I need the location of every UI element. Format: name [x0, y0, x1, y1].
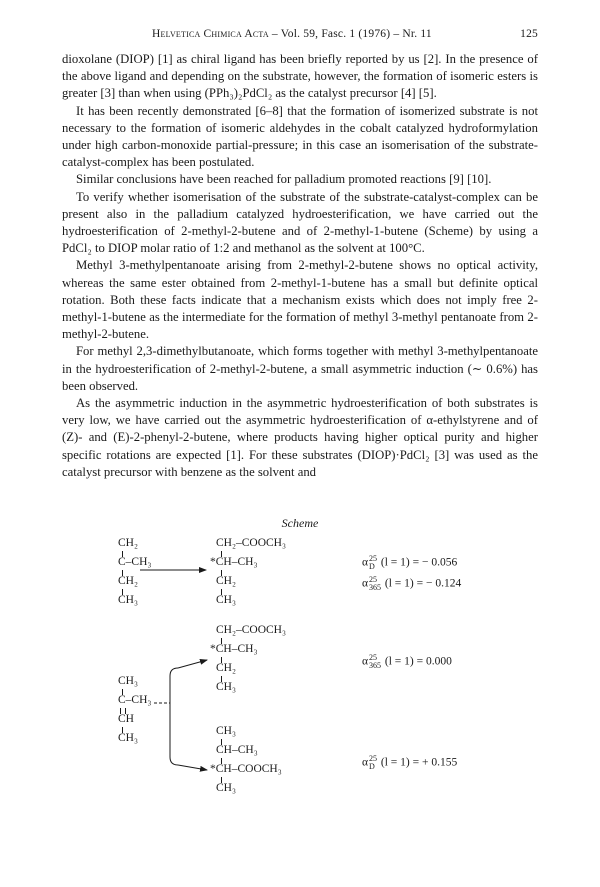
running-title: Helvetica Chimica Acta – Vol. 59, Fasc. 1 (1976) – Nr. 11: [152, 28, 432, 40]
formula-line: C–CH₃: [118, 694, 152, 706]
formula-line: CH₃: [118, 675, 138, 687]
formula-line: CH₃: [118, 732, 138, 744]
rotation-wavelength: D: [369, 562, 375, 571]
journal-volume: Vol. 59, Fasc. 1 (1976): [280, 28, 391, 40]
rotation-value: (l = 1) = − 0.124: [384, 577, 462, 590]
paragraph: dioxolane (DIOP) [1] as chiral ligand has been briefly reported by us [2]. In the presence of the above ligand and depending on the substrate, however, the formation of isomeric esters is greater [3] than when using (PPh₃)₂PdCl₂ as the catalyst precursor [4] [5].: [62, 52, 538, 101]
paragraph: Similar conclusions have been reached for palladium promoted reactions [9] [10].: [76, 172, 492, 187]
scheme-title: Scheme: [281, 516, 319, 530]
formula-line: CH₂: [118, 575, 138, 587]
formula-line: CH₃: [216, 782, 236, 794]
formula-line: CH₂: [118, 537, 138, 549]
paragraph: Methyl 3-methylpentanoate arising from 2-methyl-2-butene shows no optical activity, whereas the same ester obtained from 2-methyl-1-butene has a small but definite optical rotation. Both these facts indicate that a mechanism exists which does not imply free 2-methyl-1-butene as the intermediate for the formation of methyl 3-methyl pentanoate from 2-methyl-2-butene.: [62, 258, 538, 342]
article-number: Nr. 11: [402, 28, 432, 40]
formula-line: CH₃: [216, 725, 236, 737]
paragraph: As the asymmetric induction in the asymmetric hydroesterification of both substrates is very low, we have carried out the asymmetric hydroesterification of α-ethylstyrene and of (Z)- and (E)-2-phenyl-2-butene, where products having higher optical purity and higher specific rotations are expected [1]. For these substrates (DIOP)·PdCl₂ [3] was used as the catalyst precursor with benzene as the solvent and: [62, 396, 538, 479]
rotation-symbol: α: [362, 556, 369, 569]
formula-line: CH₂: [216, 662, 236, 674]
rotation-wavelength: D: [369, 762, 375, 771]
rotation-temperature: 25: [369, 575, 378, 584]
rotation-temperature: 25: [369, 754, 378, 763]
formula-line: CH₂: [216, 575, 236, 587]
reaction-arrow: [178, 660, 207, 668]
formula-line: CH₃: [216, 594, 236, 606]
formula-line: CH₂–COOCH₃: [216, 537, 286, 549]
page-number: 125: [520, 28, 538, 40]
rotation-temperature: 25: [369, 653, 378, 662]
paragraph: For methyl 2,3-dimethylbutanoate, which forms together with methyl 3-methylpentanoate in the hydroesterification of 2-methyl-2-butene, a small asymmetric induction (∼ 0.6%) has been observed.: [62, 344, 538, 393]
formula-line: CH₃: [216, 681, 236, 693]
formula-line: CH: [118, 713, 134, 725]
rotation-wavelength: 365: [369, 583, 382, 592]
paragraph: It has been recently demonstrated [6–8] that the formation of isomerized substrate is not necessary to the formation of isomeric aldehydes in the cobalt catalyzed hydroformylation under high carbon-monoxide partial-pressure; in this case an isomerisation of the substrate-catalyst-complex has been postulated.: [62, 103, 538, 170]
reaction-arrow: [178, 765, 207, 770]
rotation-value: (l = 1) = 0.000: [384, 655, 452, 668]
formula-line: CH₂–COOCH₃: [216, 624, 286, 636]
rotation-temperature: 25: [369, 554, 378, 563]
rotation-wavelength: 365: [369, 661, 382, 670]
formula-line: CH–CH₃: [216, 744, 258, 756]
formula-line: *CH–CH₃: [210, 556, 258, 568]
rotation-value: (l = 1) = − 0.056: [380, 556, 458, 569]
formula-line: *CH–CH₃: [210, 643, 258, 655]
branch-bracket: [170, 668, 178, 765]
formula-line: C–CH₃: [118, 556, 152, 568]
journal-name: Helvetica Chimica Acta: [152, 28, 269, 40]
rotation-symbol: α: [362, 655, 369, 668]
formula-line: CH₃: [118, 594, 138, 606]
rotation-symbol: α: [362, 756, 369, 769]
rotation-value: (l = 1) = + 0.155: [380, 756, 458, 769]
rotation-symbol: α: [362, 577, 369, 590]
formula-line: *CH–COOCH₃: [210, 763, 282, 775]
paragraph: To verify whether isomerisation of the substrate of the substrate-catalyst-complex can be present also in the palladium catalyzed hydroesterification, we have carried out the hydroesterification of 2-methyl-2-butene and of 2-methyl-1-butene (Scheme) by using a PdCl₂ to DIOP molar ratio of 1:2 and methanol as the solvent at 100°C.: [62, 189, 538, 256]
